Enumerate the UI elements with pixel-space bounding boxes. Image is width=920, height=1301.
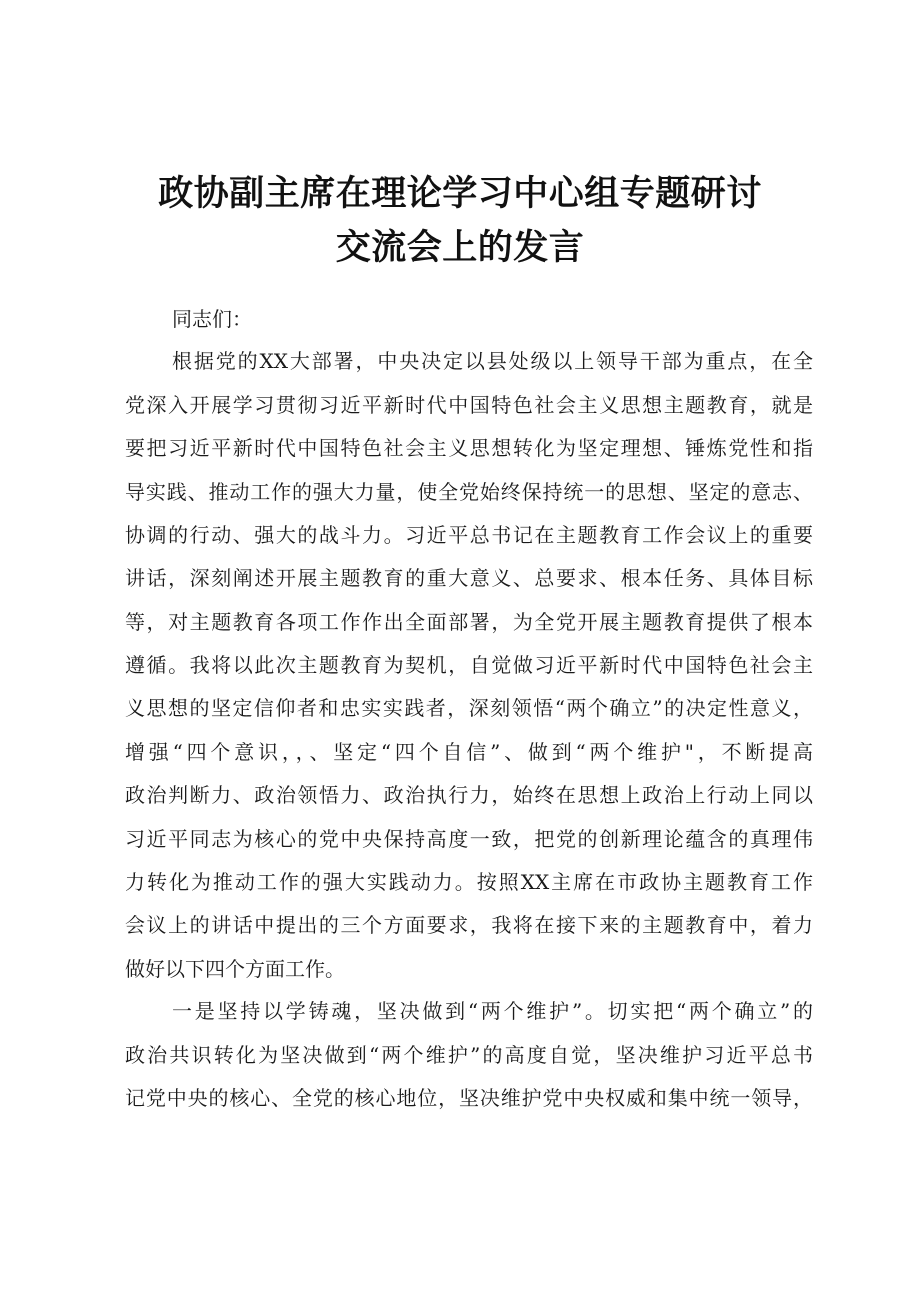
paragraph-1-line: 根据党的XX大部署，中央决定以县处级以上领导干部为重点，在全 [172, 349, 813, 373]
document-title-line-2: 交流会上的发言 [335, 228, 585, 268]
paragraph-1-line: 要把习近平新时代中国特色社会主义思想转化为坚定理想、锤炼党性和指 [125, 436, 813, 460]
paragraph-1-line: 习近平同志为核心的党中央保持高度一致，把党的创新理论蕴含的真理伟 [125, 827, 813, 851]
paragraph-1-line: 政治判断力、政治领悟力、政治执行力，始终在思想上政治上行动上同以 [125, 783, 813, 807]
paragraph-1-line: 讲话，深刻阐述开展主题教育的重大意义、总要求、根本任务、具体目标 [125, 566, 813, 590]
document-title-line-1: 政协副主席在理论学习中心组专题研讨 [158, 174, 762, 214]
paragraph-1-line: 等，对主题教育各项工作作出全面部署，为全党开展主题教育提供了根本 [125, 610, 813, 634]
paragraph-1-line: 党深入开展学习贯彻习近平新时代中国特色社会主义思想主题教育，就是 [125, 393, 813, 417]
paragraph-2-line: 一是坚持以学铸魂，坚决做到“两个维护”。切实把“两个确立”的 [172, 999, 813, 1023]
paragraph-2-line: 记党中央的核心、全党的核心地位，坚决维护党中央权威和集中统一领导， [125, 1086, 813, 1110]
paragraph-1-line: 力转化为推动工作的强大实践动力。按照XX主席在市政协主题教育工作 [125, 870, 813, 894]
salutation: 同志们： [172, 307, 252, 331]
paragraph-1-line: 做好以下四个方面工作。 [125, 957, 345, 981]
paragraph-1-line: 增强“四个意识，，、坚定“四个自信”、做到“两个维护"，不断提高 [125, 740, 813, 764]
paragraph-1-line: 协调的行动、强大的战斗力。习近平总书记在主题教育工作会议上的重要 [125, 523, 813, 547]
paragraph-1-line: 遵循。我将以此次主题教育为契机，自觉做习近平新时代中国特色社会主 [125, 653, 813, 677]
paragraph-1-line: 义思想的坚定信仰者和忠实实践者，深刻领悟“两个确立”的决定性意义， [125, 696, 813, 720]
paragraph-1-line: 会议上的讲话中提出的三个方面要求，我将在接下来的主题教育中，着力 [125, 913, 813, 937]
paragraph-2-line: 政治共识转化为坚决做到“两个维护”的高度自觉，坚决维护习近平总书 [125, 1043, 813, 1067]
paragraph-1-line: 导实践、推动工作的强大力量，使全党始终保持统一的思想、坚定的意志、 [125, 480, 813, 504]
